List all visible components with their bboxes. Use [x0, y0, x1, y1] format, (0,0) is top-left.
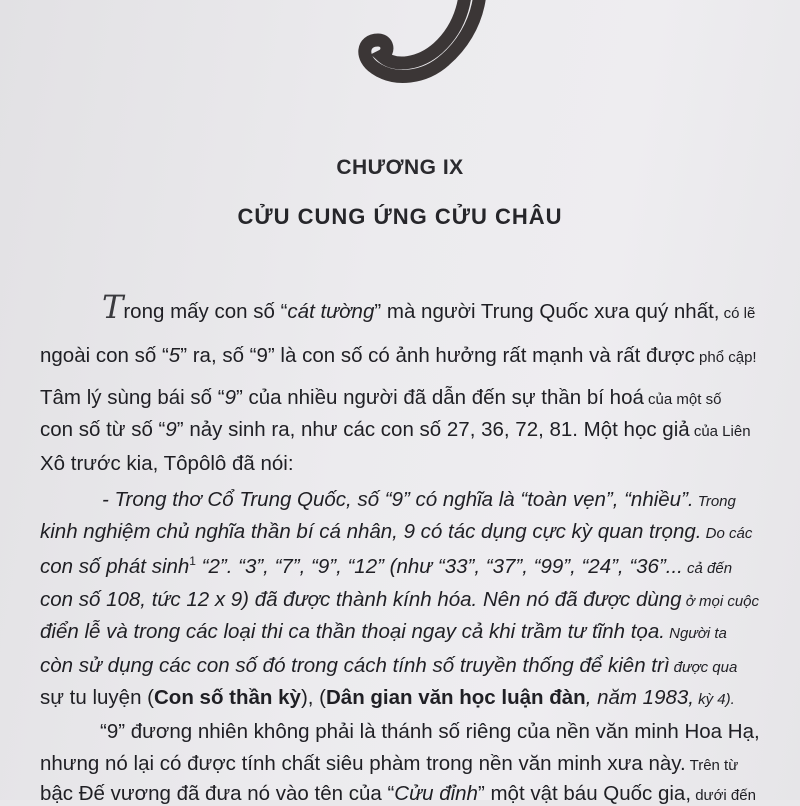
source-title-2: Dân gian văn học luận đàn — [325, 686, 586, 709]
chapter-title: CỬU CUNG ỨNG CỬU CHÂU — [237, 204, 563, 229]
paragraph-2-line-1: “9” đương nhiên không phải là thánh số riêng của nền văn minh Hoa Hạ, — [100, 720, 760, 743]
paragraph-1-line-2: ngoài con số “5” ra, số “9” là con số có ảnh hưởng rất mạnh và rất được phổ cập! — [40, 344, 757, 367]
footnote-marker: 1 — [189, 554, 196, 568]
paragraph-2-line-3: bậc Đế vương đã đưa nó vào tên của “Cửu đỉnh” một vật báu Quốc gia, dưới đến — [40, 782, 756, 805]
quote-line-2: kinh nghiệm chủ nghĩa thần bí cá nhân, 9 có tác dụng cực kỳ quan trọng. Do các — [40, 520, 753, 543]
quote-line-5: điển lễ và trong các loại thi ca thần thoại ngay cả khi trầm tư tĩnh tọa. Người ta — [40, 620, 727, 643]
paragraph-1-line-1: Trong mấy con số “cát tường” mà người Trung Quốc xưa quý nhất, có lẽ — [102, 288, 756, 326]
paragraph-2-line-2: nhưng nó lại có được tính chất siêu phàm trong nền văn minh xưa này. Trên từ — [40, 752, 739, 775]
chapter-number: CHƯƠNG IX — [336, 156, 464, 179]
chapter-numeral-ornament — [350, 0, 510, 90]
paragraph-1-line-4: con số từ số “9” nảy sinh ra, như các con số 27, 36, 72, 81. Một học giả của Liên — [40, 418, 751, 441]
paragraph-1-line-3: Tâm lý sùng bái số “9” của nhiều người đã dẫn đến sự thần bí hoá của một số — [40, 386, 722, 409]
quote-line-4: con số 108, tức 12 x 9) đã được thành kính hóa. Nên nó đã được dùng ở mọi cuộc — [40, 588, 760, 611]
quote-line-3: con số phát $\sinh^1$ “2”. “3”, “7”, “9”, “12” (như “33”, “37”, “99”, “24”, “36”... cả đến — [40, 554, 733, 578]
quote-line-6: còn sử dụng các con số đó trong cách tính số truyền thống để kiên trì được qua — [40, 654, 738, 677]
paragraph-1-line-5: Xô trước kia, Tôpôlô đã nói: — [40, 452, 294, 475]
quote-line-1: - Trong thơ Cổ Trung Quốc, số “9” có nghĩa là “toàn vẹn”, “nhiều”. Trong — [102, 488, 736, 511]
drop-cap: T — [102, 288, 124, 326]
source-title-1: Con số thần kỳ — [154, 686, 301, 709]
quote-line-7: sự tu luyện (Con số thần kỳ), (Dân gian văn học luận đàn, năm 1983, kỳ 4). — [40, 686, 735, 709]
